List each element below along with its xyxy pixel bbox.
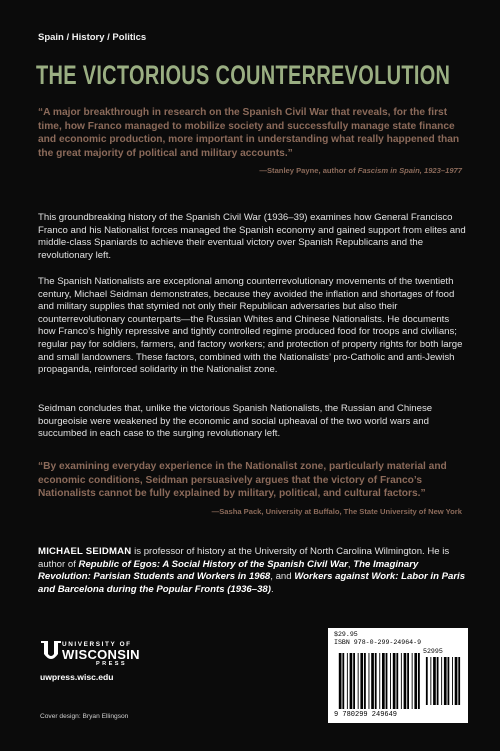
attribution-work: Fascism in Spain, 1923–1977 <box>357 166 462 175</box>
author-name: MICHAEL SEIDMAN <box>38 546 132 557</box>
publisher-logo-text <box>62 641 140 667</box>
review-quote-2: “By examining everyday experience in the Nationalist zone, particularly material and economic conditions, Seidman persuasively argues that the victory of Franco’s Nationalists cannot be fully explained by military, political, and cultural factors.” <box>38 461 447 500</box>
uw-press-logo-icon <box>40 640 62 662</box>
publisher-url: uwpress.wisc.edu <box>40 672 114 682</box>
publisher-line-2: WISCONSIN <box>62 647 140 662</box>
addon-label: 52995 <box>423 648 443 655</box>
cover-design-credit: Cover design: Bryan Ellingson <box>40 713 129 720</box>
isbn-barcode <box>328 628 468 723</box>
publisher-line-1: UNIVERSITY OF <box>62 641 132 648</box>
bio-text: . <box>270 583 274 595</box>
bio-text: is professor of history at the University of North Carolina Wilmington. He is author of <box>38 546 450 570</box>
bio-book-1: Republic of Egos: A Social History of the Spanish Civil War <box>78 558 348 570</box>
quote-2-attribution: —Sasha Pack, University at Buffalo, The State University of New York <box>211 507 462 516</box>
category-label: Spain / History / Politics <box>38 32 147 43</box>
price-label: $29.95 <box>334 631 358 638</box>
attribution-prefix: —Stanley Payne, author of <box>259 166 358 175</box>
book-title: THE VICTORIOUS COUNTERREVOLUTION <box>36 60 451 90</box>
bio-book-3: Workers against Work: Labor in Paris and Barcelona during the Popular Fronts (1936–38) <box>38 571 466 595</box>
review-quote-1: “A major breakthrough in research on the Spanish Civil War that reveals, for the first time, how Franco managed to mobilize society and successfully manage state finance and economic production, more important in understanding what really happened than the great majority of political and military accounts.” <box>38 107 460 159</box>
bio-text: , and <box>270 571 295 583</box>
barcode-bars <box>335 647 463 711</box>
publisher-line-3: PRESS <box>96 661 127 667</box>
bio-text: , <box>347 558 354 570</box>
description-paragraph-1: This groundbreaking history of the Spanish Civil War (1936–39) examines how General Francisco Franco and his Nationalist forces managed the Spanish economy and gained support from elites and middle-class Spaniards to achieve their eventual victory over Spanish Republicans and the revolutionary left. <box>38 212 466 261</box>
author-bio <box>38 546 466 596</box>
bio-book-2: The Imaginary Revolution: Parisian Students and Workers in 1968 <box>38 558 419 583</box>
ean-digits: 9 780299 249649 <box>334 711 398 719</box>
isbn-label: ISBN 978-0-299-24964-9 <box>334 639 422 646</box>
quote-1-attribution <box>259 166 462 175</box>
description-paragraph-2: The Spanish Nationalists are exceptional among counterrevolutionary movements of the twentieth century, Michael Seidman demonstrates, because they avoided the inflation and shortages of food and military supplies that stymied not only their Republican adversaries but also their counterrevolutionary counterparts—the Russian Whites and Chinese Nationalists. He documents how Franco’s highly repressive and tightly controlled regime produced food for troops and civilians; regular pay for soldiers, farmers, and factory workers; and protection of property rights for both large and small landowners. These factors, combined with the Nationalists’ pro-Catholic and anti-Jewish propaganda, reinforced solidarity in the Nationalist zone. <box>38 276 463 376</box>
description-paragraph-3: Seidman concludes that, unlike the victorious Spanish Nationalists, the Russian and Chinese bourgeoisie were weakened by the economic and social upheaval of the two world wars and succumbed in each case to the surging revolutionary left. <box>38 403 433 440</box>
